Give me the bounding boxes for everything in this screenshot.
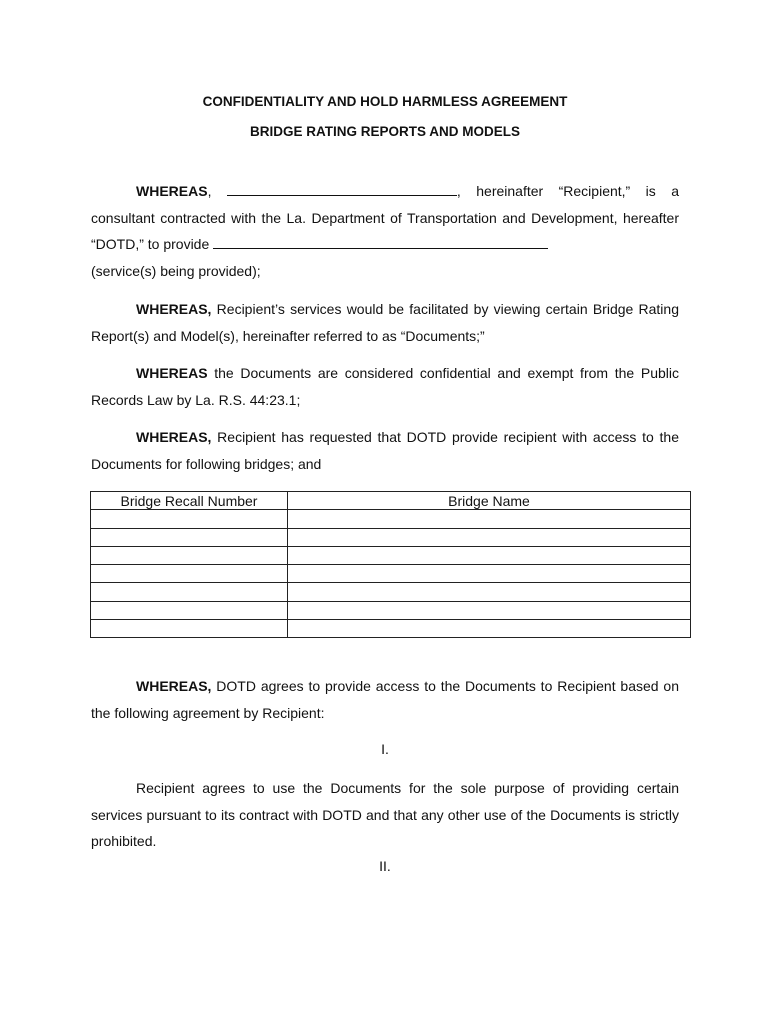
paragraph-text: (service(s) being provided);: [91, 262, 261, 279]
recipient-name-blank[interactable]: [227, 182, 457, 196]
table-row: [91, 565, 691, 583]
document-subtitle: BRIDGE RATING REPORTS AND MODELS: [249, 124, 520, 139]
whereas-lead: WHEREAS: [136, 183, 208, 199]
bridge-name-cell[interactable]: [288, 601, 691, 619]
table-row: [91, 546, 691, 564]
paragraph-text: Recipient’s services would be facilitated by viewing certain Bridge Rating Report(s) and Model(s), hereinafter referred to as “Documents;”: [91, 301, 679, 344]
table-row: [91, 601, 691, 619]
services-blank[interactable]: [213, 235, 548, 249]
document-title: CONFIDENTIALITY AND HOLD HARMLESS AGREEMENT: [202, 94, 568, 109]
recall-number-cell[interactable]: [91, 601, 288, 619]
bridges-table: [90, 491, 691, 638]
paragraph-text: , hereinafter “Recipient,” is a consultant contracted with the La. Department of Transportation and Development, hereafter “DOTD,” to provide: [91, 183, 679, 252]
header-bridge-name: Bridge Name: [288, 492, 691, 510]
section-heading-2: II.: [379, 858, 391, 874]
paragraph-text: DOTD agrees to provide access to the Documents to Recipient based on the following agreement by Recipient:: [91, 678, 679, 721]
whereas-paragraph-2: [91, 296, 679, 349]
header-bridge-recall-number: Bridge Recall Number: [91, 492, 288, 510]
paragraph-text: the Documents are considered confidential and exempt from the Public Records Law by La. R.S. 44:23.1;: [91, 365, 679, 408]
whereas-paragraph-4: [91, 424, 679, 477]
whereas-lead: WHEREAS,: [136, 429, 212, 445]
whereas-paragraph-3: [91, 360, 679, 413]
recall-number-cell[interactable]: [91, 528, 288, 546]
whereas-lead: WHEREAS: [136, 365, 208, 381]
whereas-lead: WHEREAS,: [136, 301, 212, 317]
bridge-name-cell[interactable]: [288, 565, 691, 583]
whereas-lead: WHEREAS,: [136, 678, 212, 694]
bridge-name-cell[interactable]: [288, 528, 691, 546]
table-row: [91, 510, 691, 528]
bridge-name-cell[interactable]: [288, 583, 691, 601]
table-row: [91, 620, 691, 638]
section-1-paragraph: Recipient agrees to use the Documents for the sole purpose of providing certain services pursuant to its contract with DOTD and that any other use of the Documents is strictly prohibited.: [91, 780, 679, 849]
whereas-paragraph-5: [91, 673, 679, 726]
recall-number-cell[interactable]: [91, 510, 288, 528]
section-heading-1: I.: [381, 741, 389, 757]
recall-number-cell[interactable]: [91, 583, 288, 601]
table-header-row: [91, 492, 691, 510]
bridge-name-cell[interactable]: [288, 546, 691, 564]
whereas-paragraph-1: [91, 178, 679, 284]
paragraph-text: ,: [207, 183, 227, 199]
recall-number-cell[interactable]: [91, 620, 288, 638]
table-row: [91, 583, 691, 601]
table-row: [91, 528, 691, 546]
bridge-name-cell[interactable]: [288, 510, 691, 528]
paragraph-text: Recipient has requested that DOTD provide recipient with access to the Documents for following bridges; and: [91, 429, 679, 472]
bridge-name-cell[interactable]: [288, 620, 691, 638]
recall-number-cell[interactable]: [91, 565, 288, 583]
recall-number-cell[interactable]: [91, 546, 288, 564]
